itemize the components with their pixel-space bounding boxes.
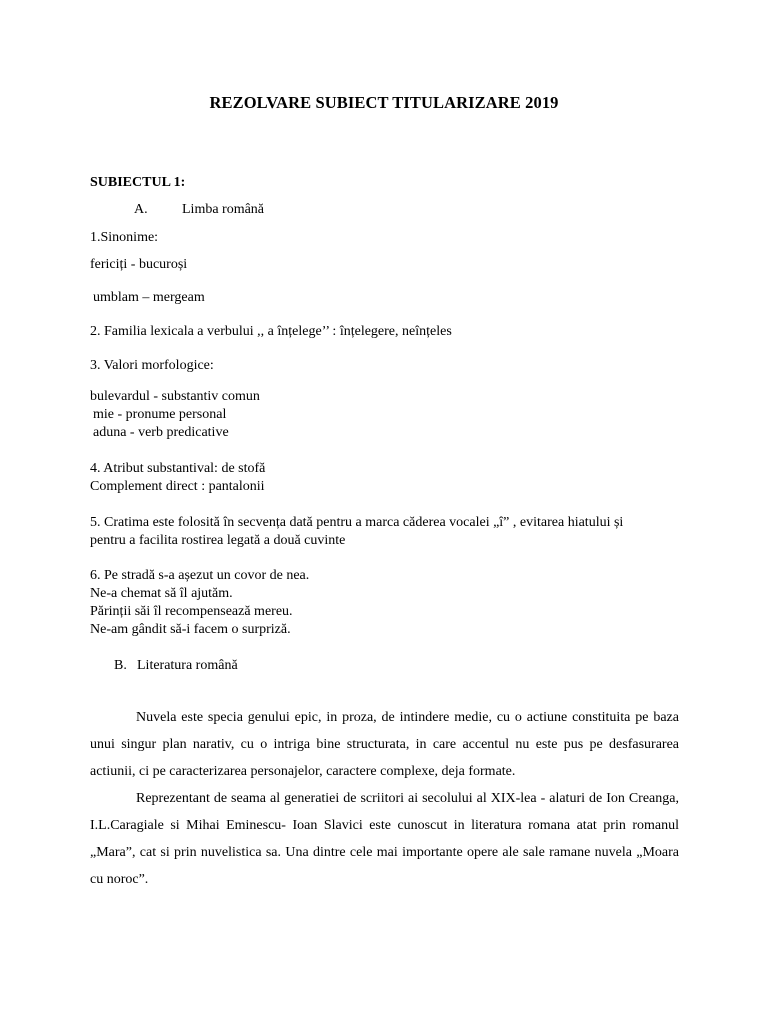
paragraph-1: Nuvela este specia genului epic, in proza, de intindere medie, cu o actiune constituita pe baza unui singur plan narativ, cu o intriga bine structurata, in care accentul nu este pus pe desfasurarea actiunii, ci pe caracterizarea personajelor, caractere complexe, deja formate. [90, 710, 679, 779]
q4-line-2: Complement direct : pantalonii [90, 479, 265, 494]
q4-line-1: 4. Atribut substantival: de stofă [90, 461, 266, 476]
q1-synonym-line-1: fericiți - bucuroși [90, 257, 188, 272]
subject-1-heading: SUBIECTUL 1: [90, 175, 186, 190]
q5-line-2: pentru a facilita rostirea legată a două cuvinte [90, 533, 346, 548]
q2-text: 2. Familia lexicala a verbului ,, a înțelege’’ : înțelegere, neînțeles [90, 324, 452, 339]
section-a-label: Limba română [182, 202, 265, 217]
section-b-letter: B. [114, 658, 127, 673]
q6-line-1: 6. Pe stradă s-a așezut un covor de nea. [90, 568, 310, 583]
paragraph-2: Reprezentant de seama al generatiei de scriitori ai secolului al XIX-lea - alaturi de Ion Creanga, I.L.Caragiale si Mihai Eminescu- Ioan Slavici este cunoscut in literatura romana atat prin romanul „Mara”, cat si prin nuvelistica sa. Una dintre cele mai importante opere ale sale ramane nuvela „Moara cu noroc”. [90, 791, 679, 887]
q6-line-4: Ne-am gândit să-i facem o surpriză. [90, 622, 291, 637]
q3-line-1: bulevardul - substantiv comun [90, 389, 260, 404]
q3-line-2: mie - pronume personal [93, 407, 227, 422]
section-b-label: Literatura română [137, 658, 238, 673]
q3-line-3: aduna - verb predicative [93, 425, 229, 440]
q1-heading: 1.Sinonime: [90, 230, 159, 245]
q6-line-3: Părinții săi îl recompensează mereu. [90, 604, 293, 619]
q3-heading: 3. Valori morfologice: [90, 358, 214, 373]
section-a-letter: A. [134, 202, 148, 217]
q1-synonym-line-2: umblam – mergeam [93, 290, 205, 305]
q6-line-2: Ne-a chemat să îl ajutăm. [90, 586, 233, 601]
document-title: REZOLVARE SUBIECT TITULARIZARE 2019 [209, 93, 559, 112]
q5-line-1: 5. Cratima este folosită în secvența dată pentru a marca căderea vocalei „î” , evitarea hiatului și [90, 515, 624, 530]
